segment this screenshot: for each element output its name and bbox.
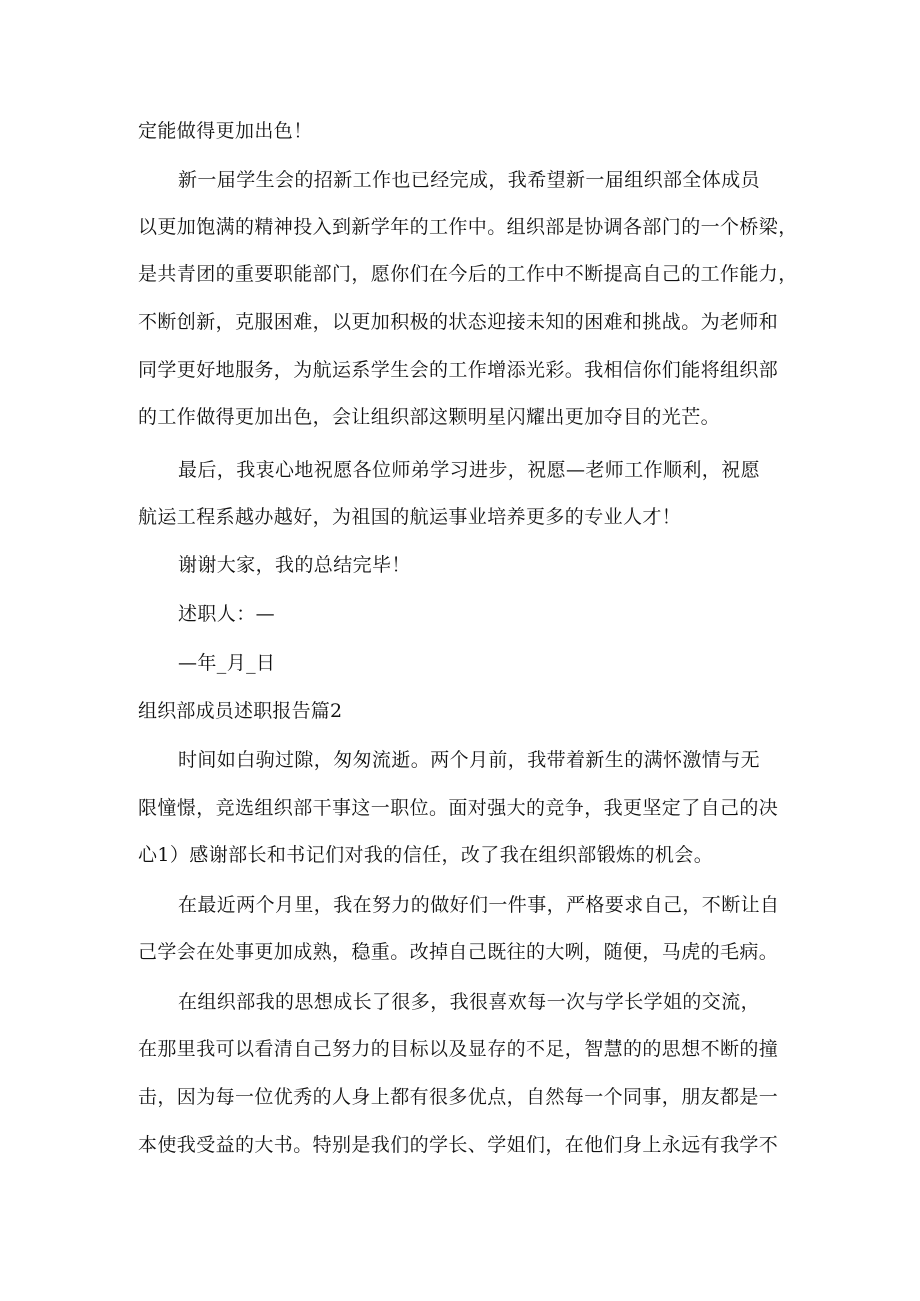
text-line: 本使我受益的大书。特别是我们的学长、学姐们，在他们身上永远有我学不 [138, 1134, 779, 1156]
text-line: 击，因为每一位优秀的人身上都有很多优点，自然每一个同事，朋友都是一 [138, 1086, 779, 1108]
text-line: 在那里我可以看清自己努力的目标以及显存的不足，智慧的的思想不断的撞 [138, 1038, 779, 1060]
paragraph-start: 新一届学生会的招新工作也已经完成，我希望新一届组织部全体成员 [178, 169, 761, 191]
closing-line: 谢谢大家，我的总结完毕！ [178, 554, 411, 576]
text-line: 心1）感谢部长和书记们对我的信任，改了我在组织部锻炼的机会。 [138, 844, 714, 866]
paragraph-start: 在组织部我的思想成长了很多，我很喜欢每一次与学长学姐的交流， [178, 991, 761, 1013]
paragraph-start: 最后，我衷心地祝愿各位师弟学习进步，祝愿—老师工作顺利，祝愿 [178, 459, 761, 481]
signature-line: 述职人：— [178, 603, 276, 625]
paragraph-start: 时间如白驹过隙，匆匆流逝。两个月前，我带着新生的满怀激情与无 [178, 749, 761, 771]
text-line: 航运工程系越办越好，为祖国的航运事业培养更多的专业人才！ [138, 506, 682, 528]
text-line: 的工作做得更加出色，会让组织部这颗明星闪耀出更加夺目的光芒。 [138, 406, 721, 428]
date-line: —年_月_日 [178, 652, 276, 674]
text-line: 是共青团的重要职能部门，愿你们在今后的工作中不断提高自己的工作能力， [138, 263, 798, 285]
text-line: 限憧憬，竞选组织部干事这一职位。面对强大的竞争，我更坚定了自己的决 [138, 797, 779, 819]
paragraph-start: 在最近两个月里，我在努力的做好们一件事，严格要求自己，不断让自 [178, 894, 780, 916]
text-line: 不断创新，克服困难，以更加积极的状态迎接未知的困难和挑战。为老师和 [138, 311, 779, 333]
text-line: 同学更好地服务，为航运系学生会的工作增添光彩。我相信你们能将组织部 [138, 359, 779, 381]
text-line: 定能做得更加出色！ [138, 120, 313, 142]
text-line: 以更加饱满的精神投入到新学年的工作中。组织部是协调各部门的一个桥梁， [138, 216, 798, 238]
text-line: 己学会在处事更加成熟，稳重。改掉自己既往的大咧，随便，马虎的毛病。 [138, 941, 779, 963]
section-heading: 组织部成员述职报告篇2 [138, 700, 343, 722]
